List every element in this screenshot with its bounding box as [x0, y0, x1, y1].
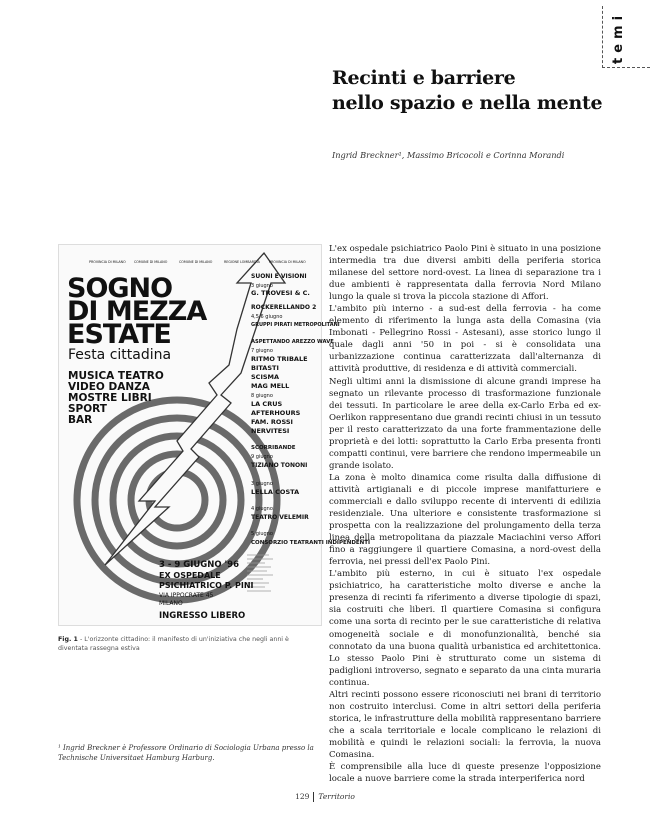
poster-title-line-2: DI MEZZA: [67, 296, 207, 327]
body-paragraph: L'ex ospedale psichiatrico Paolo Pini è situato in una posizione intermedia tra due diversi ambiti della periferia storica milanese del settore nord-ovest. La linea di separazione tra i due ambienti è rappresentata dalla ferrovia Nord Milano lungo la quale si trova la piccola stazione di Affori.: [329, 244, 601, 303]
footnote: ¹ Ingrid Breckner è Professore Ordinario di Sociologia Urbana presso la Technische Universitaet Hamburg Harburg.: [58, 744, 314, 762]
poster-header-logos: [89, 260, 306, 264]
svg-text:BAR: BAR: [68, 414, 93, 426]
svg-text:COMUNE DI MILANO: COMUNE DI MILANO: [179, 260, 213, 264]
folio-separator: [313, 792, 314, 802]
poster-subtitle: Festa cittadina: [68, 347, 172, 363]
svg-text:INGRESSO LIBERO: INGRESSO LIBERO: [159, 611, 246, 621]
svg-text:G. TROVESI & C.: G. TROVESI & C.: [251, 289, 310, 297]
svg-text:8 giugno: 8 giugno: [251, 393, 273, 399]
figure-caption: [58, 635, 318, 653]
svg-text:3 giugno: 3 giugno: [251, 283, 273, 289]
svg-text:MILANO: MILANO: [159, 600, 183, 607]
svg-text:9 giugno: 9 giugno: [251, 454, 273, 460]
body-paragraph: L'ambito più esterno, in cui è situato l'ex ospedale psichiatrico, ha caratteristiche molto diverse e anche la presenza di recinti fa riferimento a diverse tipologie di spazi, sia costruiti che liberi. Il quartiere Comasina si configura come una sorta di recinto per le sue caratteristiche di relativa omogeneità sociale e di monofunzionalità, benché sia connotato da una buona qualità urbanistica ed architettonica. Lo stesso Paolo Pini è strutturato come un sistema di padiglioni introverso, segnato e separato da una cinta muraria continua.: [329, 569, 601, 688]
svg-text:MOSTRE LIBRI: MOSTRE LIBRI: [68, 392, 152, 404]
figure-caption-text: - L'orizzonte cittadino: il manifesto di un'iniziativa che negli anni è diventata rassegna estiva: [58, 636, 289, 652]
page-folio: [0, 792, 650, 802]
svg-text:SUONI E VISIONI: SUONI E VISIONI: [251, 273, 307, 280]
poster-concentric-circles: [77, 400, 277, 600]
poster-graphic: [59, 245, 371, 625]
article-title-line-2: nello spazio e nella mente: [332, 92, 603, 114]
body-paragraph: L'ambito più interno - a sud-est della ferrovia - ha come elemento di riferimento la lunga asta della Comasina (via Imbonati - Pellegrino Rossi - Astesani), asse storico lungo il quale dagli anni '50 in poi - si è consolidata una urbanizzazione continua caratterizzata dall'alternanza di attività produttive, di residenza e di attività commerciali.: [329, 304, 601, 375]
svg-text:REGIONE LOMBARDIA: REGIONE LOMBARDIA: [224, 260, 260, 264]
svg-text:COMUNE DI MILANO: COMUNE DI MILANO: [134, 260, 168, 264]
svg-text:4,5,6 giugno: 4,5,6 giugno: [251, 314, 283, 320]
section-tag-label: temi: [611, 10, 626, 64]
article-body: [329, 243, 601, 785]
svg-text:SPORT: SPORT: [68, 403, 107, 415]
svg-text:SCISMA: SCISMA: [251, 373, 280, 381]
body-paragraph: È comprensibile alla luce di queste presenze l'opposizione locale a nuove barriere come la strada interperiferica nord: [329, 762, 601, 785]
figure-poster: [58, 244, 371, 626]
page-number: 129: [295, 792, 310, 801]
svg-text:AFTERHOURS: AFTERHOURS: [251, 409, 301, 417]
svg-text:VIA IPPOCRATE 45: VIA IPPOCRATE 45: [159, 592, 214, 599]
svg-text:EX OSPEDALE: EX OSPEDALE: [159, 571, 221, 580]
section-tag: [602, 6, 650, 68]
poster-venue-block: [159, 560, 254, 621]
svg-text:PSICHIATRICO P. PINI: PSICHIATRICO P. PINI: [159, 581, 254, 590]
body-paragraph: La zona è molto dinamica come risulta dalla diffusione di attività artigianali e di piccole imprese manifatturiere e commerciali e dallo sviluppo recente di interventi di edilizia residenziale. Una ulteriore e consistente trasformazione si prospetta con la realizzazione del prolungamento della terza linea della metropolitana da piazzale Maciachini verso Affori fino a raggiungere il quartiere Comasina, a nord-ovest della ferrovia, nei pressi dell'ex Paolo Pini.: [329, 472, 601, 568]
svg-text:TIZIANO TONONI: TIZIANO TONONI: [251, 462, 308, 469]
svg-text:LELLA COSTA: LELLA COSTA: [251, 488, 300, 496]
figure-caption-label: Fig. 1: [58, 636, 78, 643]
body-paragraph: Negli ultimi anni la dismissione di alcune grandi imprese ha segnato un rilevante processo di trasformazione funzionale dei tessuti. In particolare le aree della ex-Carlo Erba ed ex-Oerlikon rappresentano due grandi recinti chiusi in un tessuto per il resto caratterizzato da una forte frammentazione delle proprietà e dei lotti: soprattutto la Carlo Erba presenta fronti compatti continui, vere barriere che rendono impermeabile un grande isolato.: [329, 376, 601, 471]
journal-name: Territorio: [318, 792, 355, 801]
svg-text:CONSORZIO TEATRANTI INDIPENDEN: CONSORZIO TEATRANTI INDIPENDENTI: [251, 540, 371, 546]
svg-text:5 giugno: 5 giugno: [251, 531, 273, 537]
svg-text:NERVITESI: NERVITESI: [251, 427, 290, 435]
svg-text:ROCKERELLANDO 2: ROCKERELLANDO 2: [251, 304, 317, 311]
svg-text:3 giugno: 3 giugno: [251, 481, 273, 487]
svg-text:TEATRO VELEMIR: TEATRO VELEMIR: [251, 514, 309, 521]
article-title-line-1: Recinti e barriere: [332, 67, 516, 89]
svg-text:SCORRIBANDE: SCORRIBANDE: [251, 445, 296, 451]
svg-text:GRUPPI PIRATI METROPOLITANI: GRUPPI PIRATI METROPOLITANI: [251, 322, 340, 328]
svg-text:4 giugno: 4 giugno: [251, 506, 273, 512]
article-title: [332, 66, 612, 116]
svg-text:MAG MELL: MAG MELL: [251, 382, 290, 390]
article-authors: Ingrid Breckner¹, Massimo Bricocoli e Corinna Morandi: [332, 150, 565, 160]
svg-text:LA CRUS: LA CRUS: [251, 400, 283, 408]
svg-text:VIDEO DANZA: VIDEO DANZA: [68, 381, 150, 393]
svg-text:PROVINCIA DI MILANO: PROVINCIA DI MILANO: [269, 260, 306, 264]
svg-text:7 giugno: 7 giugno: [251, 348, 273, 354]
svg-text:FAM. ROSSI: FAM. ROSSI: [251, 418, 293, 426]
svg-text:BITASTI: BITASTI: [251, 364, 279, 372]
body-paragraph: Altri recinti possono essere riconosciuti nei brani di territorio non costruito interclusi. Come in altri settori della periferia storica, le infrastrutture della mobilità rappresentano barriere che a scala territoriale e locale complicano le relazioni di mobilità e quindi le relazioni sociali: la ferrovia, la nuova Comasina.: [329, 689, 601, 760]
svg-text:RITMO TRIBALE: RITMO TRIBALE: [251, 355, 308, 363]
svg-text:MUSICA TEATRO: MUSICA TEATRO: [68, 370, 164, 382]
svg-text:ASPETTANDO AREZZO WAVE: ASPETTANDO AREZZO WAVE: [251, 339, 334, 345]
poster-title-line-3: ESTATE: [67, 319, 171, 350]
svg-text:3 - 9 GIUGNO '96: 3 - 9 GIUGNO '96: [159, 560, 239, 570]
svg-text:PROVINCIA DI MILANO: PROVINCIA DI MILANO: [89, 260, 126, 264]
poster-title-line-1: SOGNO: [67, 273, 173, 304]
